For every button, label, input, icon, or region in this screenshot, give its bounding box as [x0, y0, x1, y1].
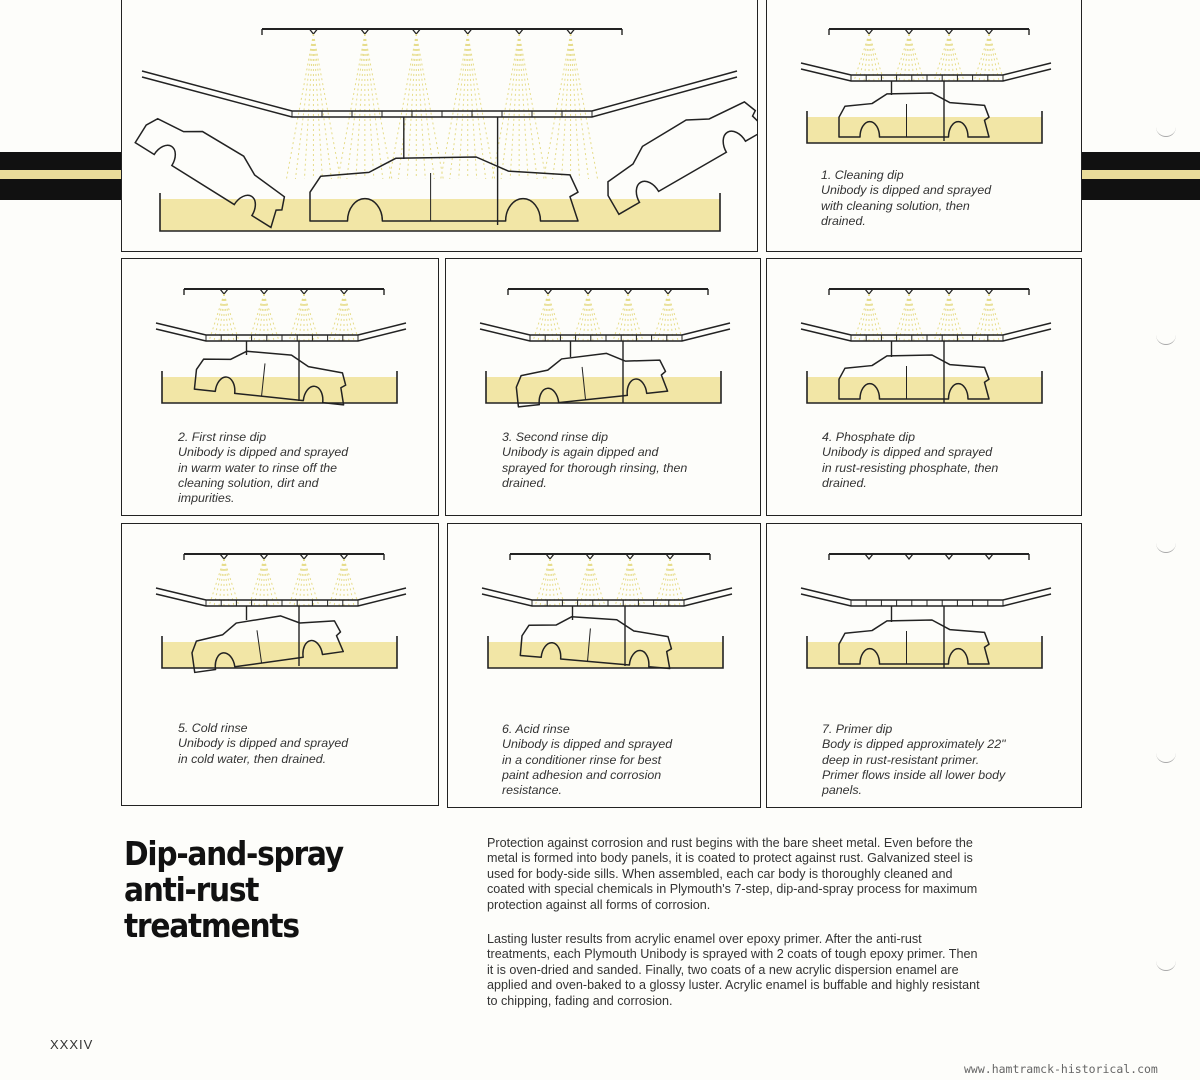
article-heading — [124, 836, 343, 944]
step-title: 6. Acid rinse — [502, 722, 570, 736]
step-line: drained. — [502, 475, 547, 490]
article-paragraph-2 — [487, 932, 1087, 1009]
step-title: 1. Cleaning dip — [821, 168, 904, 182]
step-title: 4. Phosphate dip — [822, 430, 916, 444]
step-title: 3. Second rinse dip — [502, 430, 609, 444]
binder-strip-left — [0, 152, 122, 200]
step-line: in a conditioner rinse for best — [502, 752, 662, 767]
step-panel-cold-rinse — [121, 523, 439, 806]
dip-tank-illustration — [122, 524, 438, 689]
step-line: Unibody is dipped and sprayed — [178, 736, 349, 751]
paragraph-line: it is oven-dried and sanded. Finally, two coats of a new acrylic dispersion enamel are — [487, 962, 959, 977]
step-line: paint adhesion and corrosion — [502, 767, 662, 782]
paragraph-line: treatments, each Plymouth Unibody is sprayed with 2 coats of tough epoxy primer. Then — [487, 947, 978, 962]
step-line: Body is dipped approximately 22" — [822, 737, 1006, 752]
article-paragraph-1 — [487, 836, 1087, 913]
dip-tank-illustration — [122, 259, 438, 424]
dip-tank-illustration — [767, 0, 1081, 164]
step-caption — [178, 721, 348, 767]
binder-hole — [1156, 748, 1176, 763]
step-title: 7. Primer dip — [822, 722, 893, 736]
dip-tank-illustration — [767, 524, 1081, 689]
step-line: impurities. — [178, 491, 235, 506]
heading-line: Dip-and-spray — [124, 834, 343, 873]
step-caption — [502, 430, 687, 491]
step-title: 2. First rinse dip — [178, 430, 267, 444]
step-line: with cleaning solution, then — [821, 198, 970, 213]
binder-hole — [1156, 956, 1176, 971]
illustration-overview-panel — [121, 0, 758, 252]
step-line: resistance. — [502, 783, 562, 798]
paragraph-line: metal is formed into body panels, it is coated to protect against rust. Galvanized steel is — [487, 851, 973, 866]
paragraph-line: to chipping, fading and corrosion. — [487, 993, 673, 1008]
step-title: 5. Cold rinse — [178, 721, 248, 735]
step-line: in warm water to rinse off the — [178, 460, 338, 475]
paragraph-line: coated with special chemicals in Plymouth's 7-step, dip-and-spray process for maximum — [487, 882, 978, 897]
step-panel-cleaning-dip — [766, 0, 1082, 252]
step-line: Primer flows inside all lower body — [822, 767, 1006, 782]
step-line: sprayed for thorough rinsing, then — [502, 460, 688, 475]
step-line: drained. — [822, 475, 867, 490]
step-panel-primer-dip — [766, 523, 1082, 808]
step-line: Unibody is again dipped and — [502, 445, 659, 460]
dip-tank-illustration — [122, 0, 757, 249]
binder-hole — [1156, 330, 1176, 345]
paragraph-line: applied and oven-baked to a glossy luster. Acrylic enamel is buffable and highly resistant — [487, 978, 980, 993]
step-caption — [502, 722, 672, 798]
binder-hole — [1156, 538, 1176, 553]
paragraph-line: Protection against corrosion and rust begins with the bare sheet metal. Even before the — [487, 836, 973, 850]
step-panel-first-rinse-dip — [121, 258, 439, 516]
paragraph-line: Lasting luster results from acrylic enamel over epoxy primer. After the anti-rust — [487, 932, 922, 946]
binder-hole — [1156, 122, 1176, 137]
paragraph-line: protection against all forms of corrosion. — [487, 897, 711, 912]
step-line: panels. — [822, 783, 862, 798]
step-line: deep in rust-resistant primer. — [822, 752, 980, 767]
watermark: www.hamtramck-historical.com — [964, 1062, 1158, 1076]
step-line: Unibody is dipped and sprayed — [178, 445, 349, 460]
heading-line: anti-rust — [124, 870, 259, 909]
step-line: Unibody is dipped and sprayed — [502, 737, 673, 752]
dip-tank-illustration — [446, 259, 760, 424]
dip-tank-illustration — [448, 524, 760, 689]
step-caption — [822, 722, 1005, 798]
step-panel-acid-rinse — [447, 523, 761, 808]
step-line: in rust-resisting phosphate, then — [822, 460, 999, 475]
step-caption — [178, 430, 348, 506]
step-line: drained. — [821, 213, 866, 228]
page-number: XXXIV — [50, 1037, 94, 1052]
step-line: Unibody is dipped and sprayed — [821, 183, 992, 198]
paragraph-line: used for body-side sills. When assembled, each car body is thoroughly cleaned and — [487, 866, 953, 881]
step-line: Unibody is dipped and sprayed — [822, 445, 993, 460]
step-panel-second-rinse-dip — [445, 258, 761, 516]
step-caption — [821, 168, 991, 229]
step-line: cleaning solution, dirt and — [178, 475, 319, 490]
step-line: in cold water, then drained. — [178, 751, 327, 766]
dip-tank-illustration — [767, 259, 1081, 424]
binder-strip-right — [1082, 152, 1200, 200]
step-panel-phosphate-dip — [766, 258, 1082, 516]
heading-line: treatments — [124, 906, 299, 945]
step-caption — [822, 430, 998, 491]
